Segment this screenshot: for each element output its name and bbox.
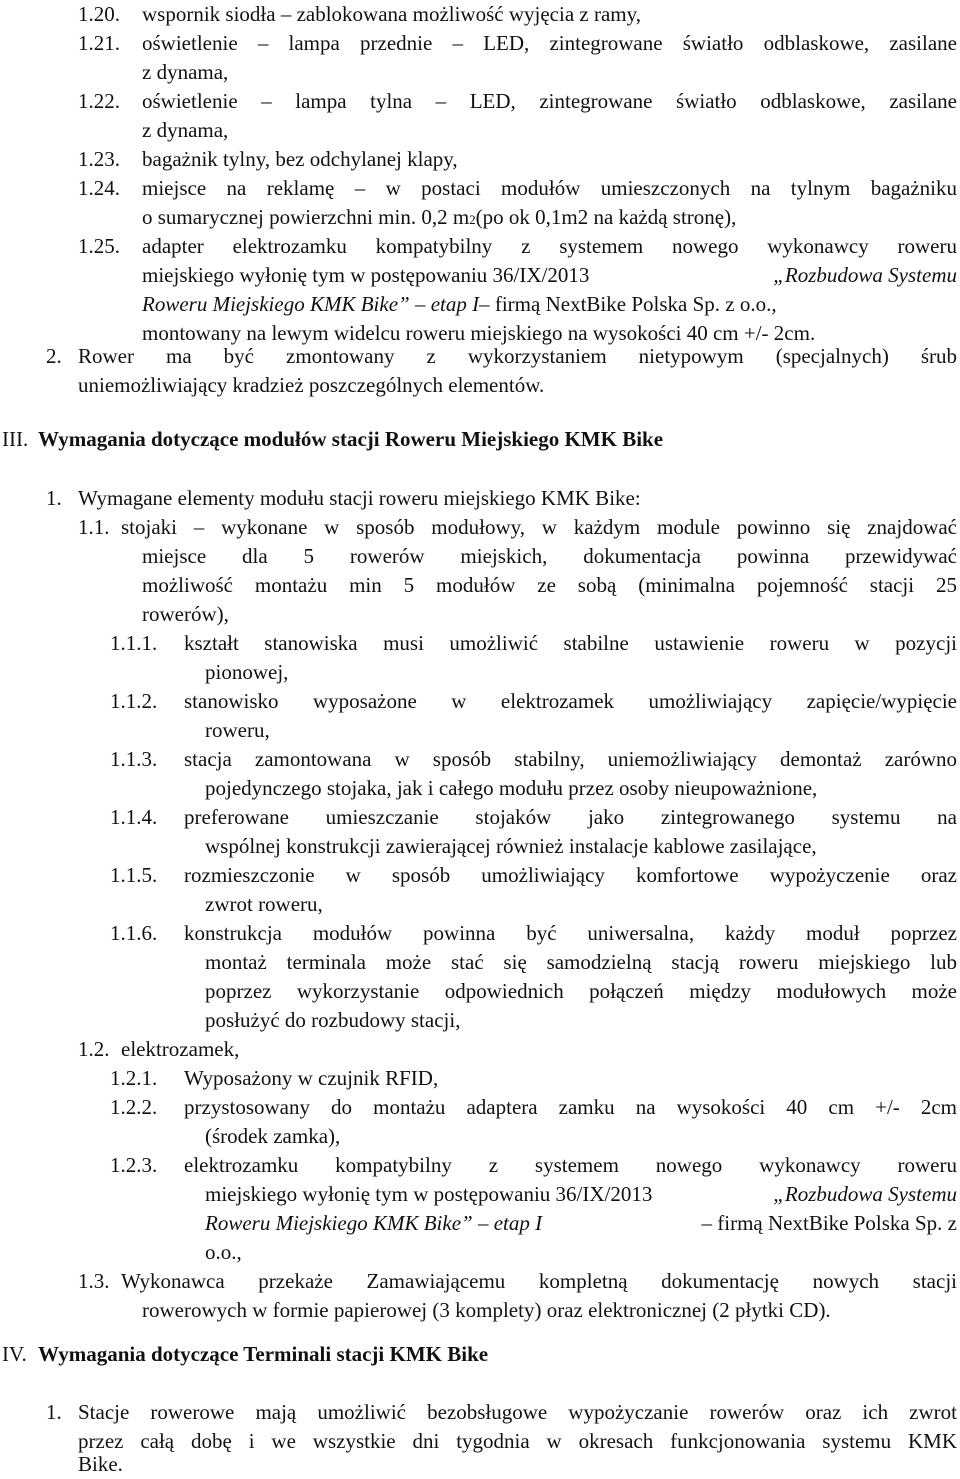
list-item-number: 1.1.2. xyxy=(110,689,158,713)
list-item-number: 1.23. xyxy=(78,147,120,171)
list-item-text: rowerowych w formie papierowej (3 komplety) oraz elektronicznej (2 płytki CD). xyxy=(142,1298,831,1322)
list-item-text: możliwość montażu min 5 modułów ze sobą (minimalna pojemność stacji 25 xyxy=(142,573,957,597)
list-item-number: 1.1.3. xyxy=(110,747,158,771)
section-heading: Wymagania dotyczące Terminali stacji KMK Bike xyxy=(38,1342,489,1366)
section-heading: Wymagania dotyczące modułów stacji Roweru Miejskiego KMK Bike xyxy=(38,427,664,451)
italic-title: Roweru Miejskiego KMK Bike” – etap I xyxy=(142,292,480,316)
list-item-number: 1.24. xyxy=(78,176,120,200)
list-item-number: 1.2.2. xyxy=(110,1095,158,1119)
italic-title: „Rozbudowa Systemu xyxy=(773,263,957,287)
list-item-text: adapter elektrozamku kompatybilny z systemem nowego wykonawcy roweru xyxy=(142,234,957,258)
list-item-number: 1. xyxy=(46,486,62,510)
list-item-text: stacja zamontowana w sposób stabilny, uniemożliwiający demontaż zarówno xyxy=(184,747,957,771)
list-item-text: preferowane umieszczanie stojaków jako zintegrowanego systemu na xyxy=(184,805,957,829)
list-item-text: elektrozamek, xyxy=(121,1037,240,1061)
list-item-text: pionowej, xyxy=(205,660,289,684)
list-item-number: 1.2.1. xyxy=(110,1066,158,1090)
list-item-text xyxy=(205,1209,957,1238)
list-item-text: przez całą dobę i we wszystkie dni tygodnia w okresach funkcjonowania systemu KMK xyxy=(78,1429,957,1453)
list-item-text: Wyposażony w czujnik RFID, xyxy=(184,1066,439,1090)
list-item-text xyxy=(142,290,777,319)
list-item-text: zwrot roweru, xyxy=(205,892,323,916)
list-item-text: miejsce dla 5 rowerów miejskich, dokumentacja powinna przewidywać xyxy=(142,544,957,568)
text-run: (po ok 0,1m2 na każdą stronę), xyxy=(475,205,737,229)
list-item-text: Bike. xyxy=(78,1452,123,1476)
list-item-text: o sumarycznej powierzchni min. 0,2 m 2 (po ok 0,1m2 na każdą stronę), xyxy=(142,203,736,232)
list-item-text: stanowisko wyposażone w elektrozamek umożliwiający zapięcie/wypięcie xyxy=(184,689,957,713)
list-item-number: 1. xyxy=(46,1400,62,1424)
list-item-number: 1.2. xyxy=(78,1037,110,1061)
list-item-text: wspornik siodła – zablokowana możliwość wyjęcia z ramy, xyxy=(142,2,641,26)
list-item-text: z dynama, xyxy=(142,60,229,84)
list-item-text: o.o., xyxy=(205,1240,242,1264)
list-item-text: montaż terminala może stać się samodzielną stacją roweru miejskiego lub xyxy=(205,950,957,974)
italic-title: Roweru Miejskiego KMK Bike” – etap I xyxy=(205,1211,543,1235)
list-item-text: Rower ma być zmontowany z wykorzystaniem nietypowym (specjalnych) śrub xyxy=(78,344,957,368)
list-item-text: wspólnej konstrukcji zawierającej również instalacje kablowe zasilające, xyxy=(205,834,817,858)
list-item-number: 1.3. xyxy=(78,1269,110,1293)
list-item-text xyxy=(142,261,957,290)
list-item-text: oświetlenie – lampa przednie – LED, zintegrowane światło odblaskowe, zasilane xyxy=(142,31,957,55)
list-item-text: kształt stanowiska musi umożliwić stabilne ustawienie roweru w pozycji xyxy=(184,631,957,655)
list-item-text: elektrozamku kompatybilny z systemem nowego wykonawcy roweru xyxy=(184,1153,957,1177)
list-item-number: 2. xyxy=(46,344,62,368)
list-item-text: bagażnik tylny, bez odchylanej klapy, xyxy=(142,147,458,171)
list-item-text: rozmieszczonie w sposób umożliwiający komfortowe wypożyczenie oraz xyxy=(184,863,957,887)
list-item-text: uniemożliwiający kradzież poszczególnych elementów. xyxy=(78,373,545,397)
text-run: miejskiego wyłonię tym w postępowaniu 36/IX/2013 xyxy=(142,263,590,287)
list-item-text: poprzez wykorzystanie odpowiednich połączeń między modułowych może xyxy=(205,979,957,1003)
list-item-number: 1.1.1. xyxy=(110,631,158,655)
list-item-number: 1.1.5. xyxy=(110,863,158,887)
list-item-number: 1.20. xyxy=(78,2,120,26)
list-item-text: z dynama, xyxy=(142,118,229,142)
list-item-text: (środek zamka), xyxy=(205,1124,341,1148)
list-item-text: rowerów), xyxy=(142,602,229,626)
section-number: IV. xyxy=(2,1342,27,1366)
list-item-text: przystosowany do montażu adaptera zamku na wysokości 40 cm +/- 2cm xyxy=(184,1095,957,1119)
list-item-text: Wykonawca przekaże Zamawiającemu kompletną dokumentację nowych stacji xyxy=(121,1269,957,1293)
list-item-number: 1.1.6. xyxy=(110,921,158,945)
list-item-text: Stacje rowerowe mają umożliwić bezobsługowe wypożyczanie rowerów oraz ich zwrot xyxy=(78,1400,957,1424)
list-item-text: roweru, xyxy=(205,718,270,742)
italic-title: „Rozbudowa Systemu xyxy=(773,1182,957,1206)
list-item-text: konstrukcja modułów powinna być uniwersalna, każdy moduł poprzez xyxy=(184,921,957,945)
list-item-text: montowany na lewym widelcu roweru miejskiego na wysokości 40 cm +/- 2cm. xyxy=(142,321,816,345)
list-item-number: 1.1. xyxy=(78,515,110,539)
list-item-text: pojedynczego stojaka, jak i całego modułu przez osoby nieupoważnione, xyxy=(205,776,818,800)
list-item-text: oświetlenie – lampa tylna – LED, zintegrowane światło odblaskowe, zasilane xyxy=(142,89,957,113)
list-item-text: posłużyć do rozbudowy stacji, xyxy=(205,1008,461,1032)
list-item-text xyxy=(205,1180,957,1209)
list-item-text: stojaki – wykonane w sposób modułowy, w każdym module powinno się znajdować xyxy=(121,515,957,539)
list-item-number: 1.21. xyxy=(78,31,120,55)
list-item-text: Wymagane elementy modułu stacji roweru miejskiego KMK Bike: xyxy=(78,486,641,510)
text-run: o sumarycznej powierzchni min. 0,2 m xyxy=(142,205,470,229)
list-item-number: 1.22. xyxy=(78,89,120,113)
section-number: III. xyxy=(2,427,29,451)
text-run: miejskiego wyłonię tym w postępowaniu 36/IX/2013 xyxy=(205,1182,653,1206)
list-item-number: 1.25. xyxy=(78,234,120,258)
text-run: – firmą NextBike Polska Sp. z xyxy=(701,1211,957,1235)
list-item-number: 1.1.4. xyxy=(110,805,158,829)
text-run: – firmą NextBike Polska Sp. z o.o., xyxy=(479,292,777,316)
list-item-text: miejsce na reklamę – w postaci modułów umieszczonych na tylnym bagażniku xyxy=(142,176,957,200)
list-item-number: 1.2.3. xyxy=(110,1153,158,1177)
